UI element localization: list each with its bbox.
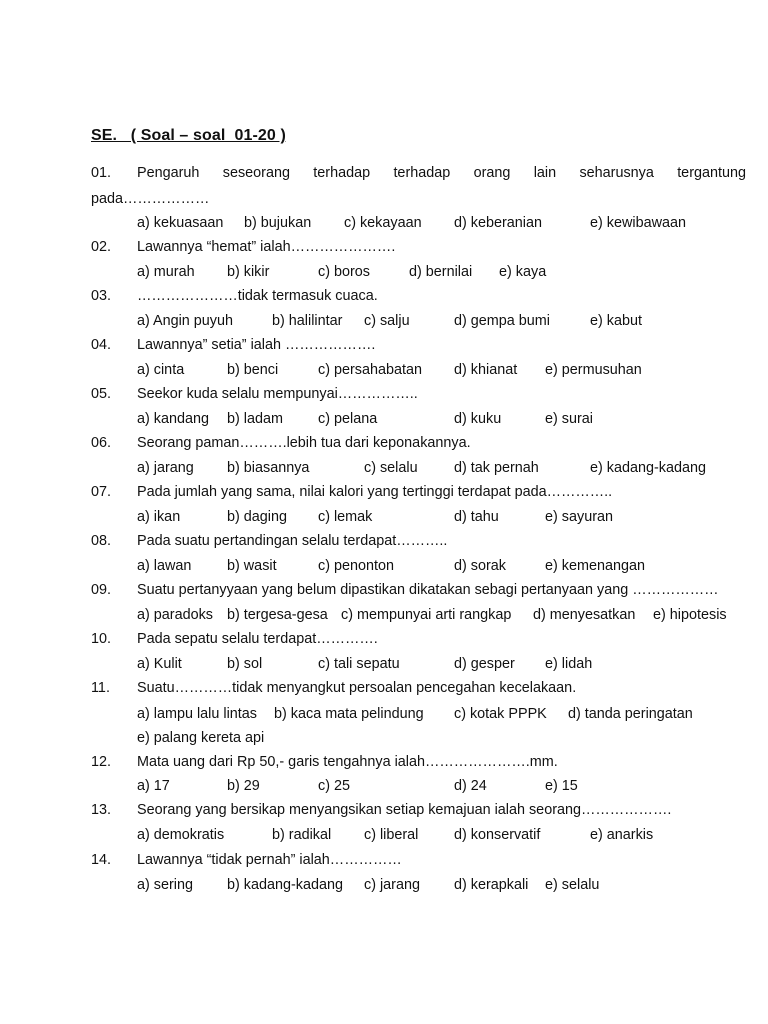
question-word: Pengaruh [137,165,200,181]
option-d: d) menyesatkan [533,607,636,623]
option-c: c) pelana [318,411,378,427]
option-c: c) kotak PPPK [454,706,547,722]
option-e: e) sayuran [545,509,613,525]
option-e: e) lidah [545,656,593,672]
option-c: c) boros [318,264,370,280]
option-d: d) tanda peringatan [568,706,693,722]
question-number: 08. [91,533,112,549]
option-b: b) wasit [227,558,277,574]
question-word: orang [473,165,511,181]
option-a: a) kekuasaan [137,215,224,231]
option-e: e) permusuhan [545,362,642,378]
option-c: c) tali sepatu [318,656,400,672]
option-a: a) paradoks [137,607,213,623]
option-d: d) sorak [454,558,506,574]
question-text: …………………tidak termasuk cuaca. [137,288,378,304]
question-word: lain [533,165,557,181]
section-heading: SE. ( Soal – soal 01-20 ) [91,127,286,144]
question-text: Suatu pertanyyaan yang belum dipastikan dikatakan sebagi pertanyaan yang ……………… [137,582,719,598]
question-text: Lawannya “tidak pernah” ialah…………… [137,852,402,868]
question-number: 13. [91,802,112,818]
option-c: c) 25 [318,778,350,794]
option-a: a) 17 [137,778,170,794]
option-d: d) konservatif [454,827,541,843]
option-d: d) kerapkali [454,877,529,893]
option-b: b) kadang-kadang [227,877,344,893]
option-e: e) kaya [499,264,547,280]
option-d: d) bernilai [409,264,473,280]
option-c: c) persahabatan [318,362,423,378]
option-b: b) sol [227,656,263,672]
option-d: d) kuku [454,411,502,427]
option-a: a) lawan [137,558,192,574]
option-d: d) 24 [454,778,487,794]
option-e: e) selalu [545,877,600,893]
question-number: 02. [91,239,112,255]
option-a: a) lampu lalu lintas [137,706,257,722]
option-b: b) daging [227,509,288,525]
question-text [137,163,746,183]
question-word: terhadap [393,165,451,181]
question-text: Pada sepatu selalu terdapat…………. [137,631,378,647]
option-a: a) Kulit [137,656,182,672]
question-number: 03. [91,288,112,304]
option-e: e) surai [545,411,593,427]
option-c: c) penonton [318,558,395,574]
option-b: b) kikir [227,264,270,280]
option-a: a) cinta [137,362,185,378]
option-d: d) tahu [454,509,499,525]
option-c: c) kekayaan [344,215,422,231]
option-e: e) kadang-kadang [590,460,707,476]
question-word: seseorang [222,165,290,181]
option-a: a) sering [137,877,193,893]
option-c: c) mempunyai arti rangkap [341,607,512,623]
option-a: a) Angin puyuh [137,313,234,329]
option-e: e) anarkis [590,827,654,843]
question-text: Suatu…………tidak menyangkut persoalan pencegahan kecelakaan. [137,680,577,696]
option-e: e) palang kereta api [137,730,265,746]
option-c: c) lemak [318,509,373,525]
option-a: a) kandang [137,411,210,427]
option-b: b) bujukan [244,215,312,231]
option-a: a) ikan [137,509,181,525]
option-a: a) murah [137,264,195,280]
option-a: a) jarang [137,460,194,476]
question-number: 12. [91,754,112,770]
option-b: b) tergesa-gesa [227,607,328,623]
question-text: Seorang yang bersikap menyangsikan setiap kemajuan ialah seorang………………. [137,802,672,818]
question-number: 06. [91,435,112,451]
question-number: 10. [91,631,112,647]
option-c: c) jarang [364,877,420,893]
option-a: a) demokratis [137,827,225,843]
question-number: 05. [91,386,112,402]
option-b: b) radikal [272,827,332,843]
option-b: b) halilintar [272,313,343,329]
question-text: Seekor kuda selalu mempunyai…………….. [137,386,418,402]
option-c: c) liberal [364,827,419,843]
question-number: 04. [91,337,112,353]
question-number: 14. [91,852,112,868]
option-e: e) kabut [590,313,642,329]
option-b: b) biasannya [227,460,310,476]
question-text: Mata uang dari Rp 50,- garis tengahnya ialah………………….mm. [137,754,558,770]
option-d: d) gesper [454,656,515,672]
question-number: 07. [91,484,112,500]
option-c: c) salju [364,313,410,329]
option-e: e) kewibawaan [590,215,686,231]
option-e: e) kemenangan [545,558,646,574]
question-word: tergantung [677,165,746,181]
question-word: terhadap [313,165,371,181]
option-e: e) 15 [545,778,578,794]
question-number: 11. [91,680,110,696]
option-d: d) tak pernah [454,460,539,476]
question-text-continuation: pada……………… [91,191,210,207]
option-d: d) gempa bumi [454,313,550,329]
question-text: Pada suatu pertandingan selalu terdapat……….. [137,533,448,549]
option-e: e) hipotesis [653,607,727,623]
option-b: b) benci [227,362,279,378]
question-number: 09. [91,582,112,598]
question-text: Seorang paman……….lebih tua dari keponakannya. [137,435,471,451]
option-b: b) 29 [227,778,260,794]
question-text: Pada jumlah yang sama, nilai kalori yang tertinggi terdapat pada………….. [137,484,613,500]
option-d: d) keberanian [454,215,543,231]
option-b: b) kaca mata pelindung [274,706,424,722]
option-b: b) ladam [227,411,283,427]
option-c: c) selalu [364,460,418,476]
option-d: d) khianat [454,362,518,378]
question-text: Lawannya” setia” ialah ………………. [137,337,376,353]
question-number: 01. [91,165,112,181]
question-text: Lawannya “hemat” ialah…………………. [137,239,396,255]
question-word: seharusnya [579,165,654,181]
